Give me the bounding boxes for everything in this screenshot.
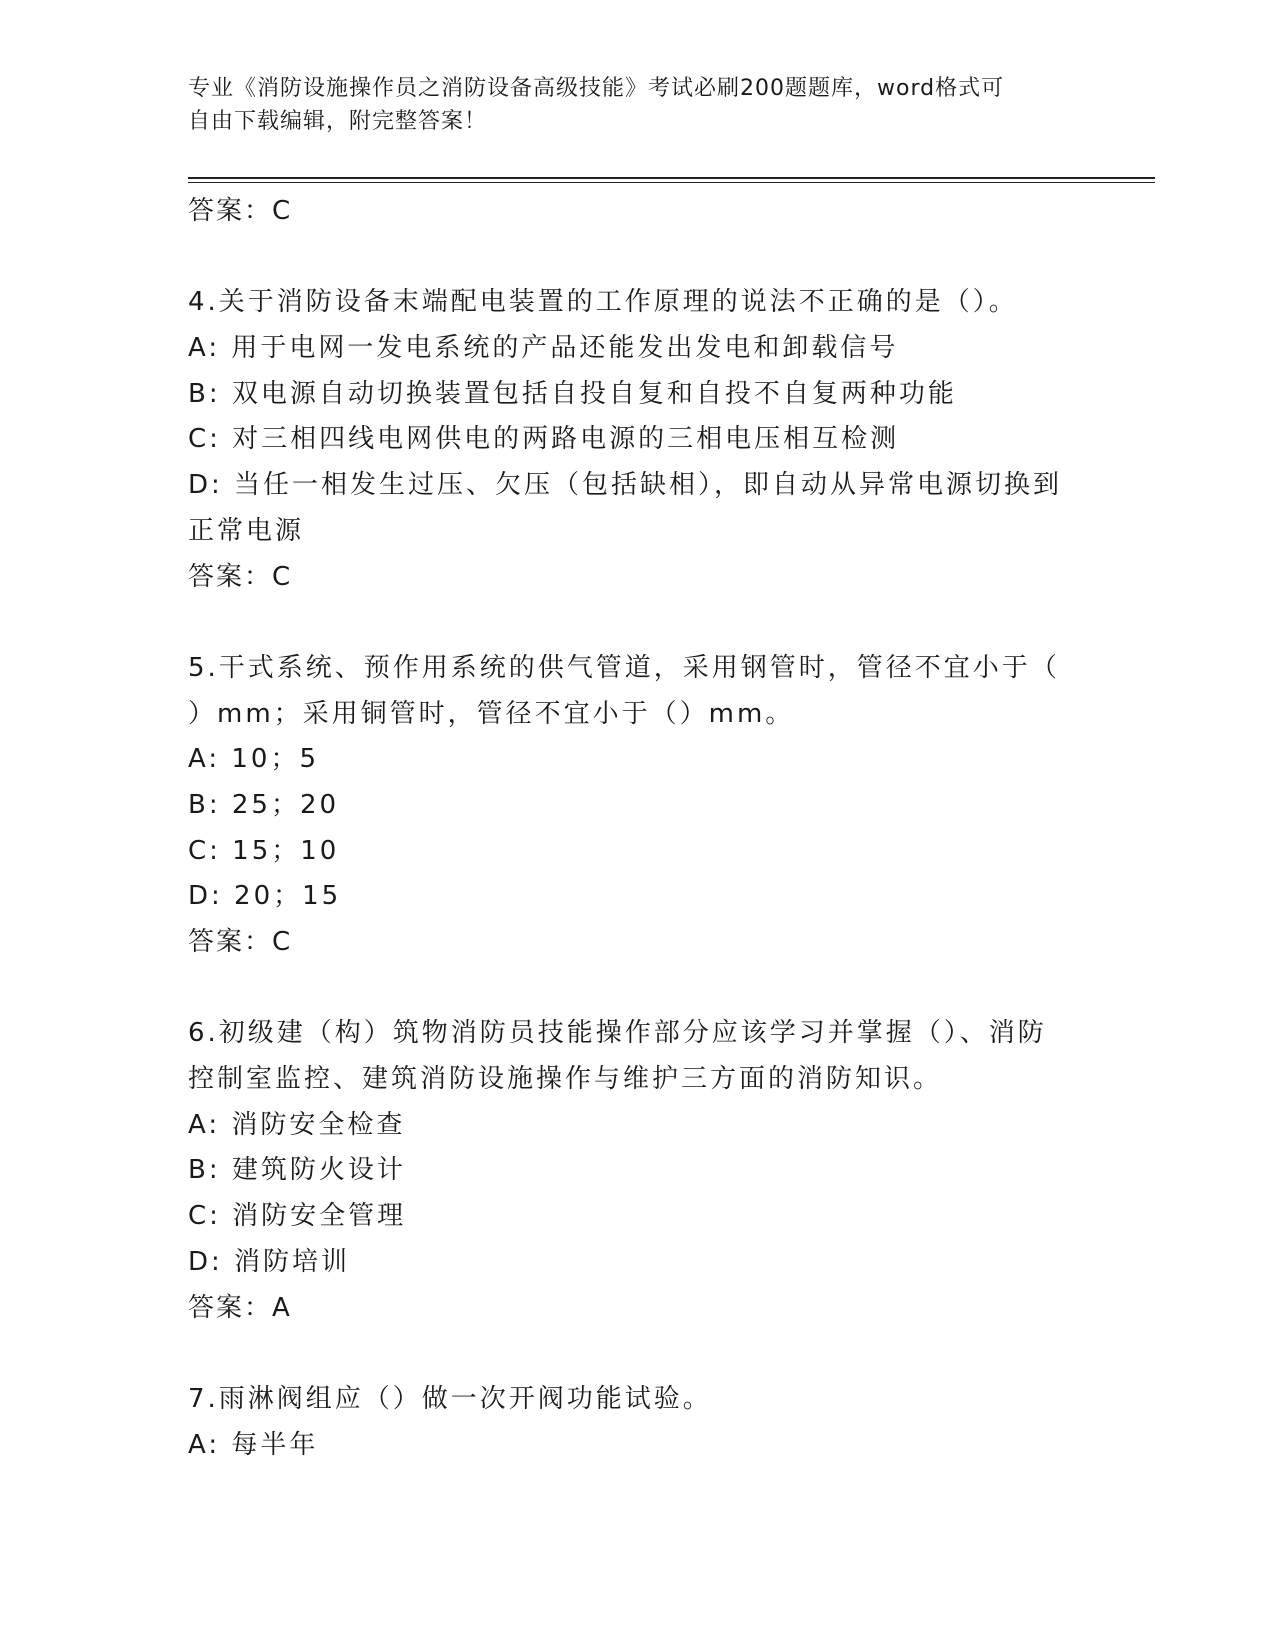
option-a: A: 每半年 bbox=[188, 1429, 319, 1460]
option-c: C: 对三相四线电网供电的两路电源的三相电压相互检测 bbox=[188, 424, 900, 455]
question-stem: 4.关于消防设备末端配电装置的工作原理的说法不正确的是（）。 bbox=[188, 287, 1018, 318]
header-divider-thick bbox=[188, 177, 1155, 179]
option-b: B: 双电源自动切换装置包括自投自复和自投不自复两种功能 bbox=[188, 378, 957, 409]
question-block bbox=[188, 646, 1088, 966]
option-a: A: 用于电网一发电系统的产品还能发出发电和卸载信号 bbox=[188, 333, 899, 364]
header-line-2: 自由下载编辑，附完整答案！ bbox=[188, 109, 488, 134]
question-block bbox=[188, 1011, 1088, 1331]
option-d: D: 消防培训 bbox=[188, 1246, 351, 1277]
question-stem-continuation: ）mm；采用铜管时，管径不宜小于（）mm。 bbox=[188, 698, 795, 729]
option-d: D: 当任一相发生过压、欠压（包括缺相），即自动从异常电源切换到 bbox=[188, 470, 1063, 501]
option-d-continuation: 正常电源 bbox=[188, 515, 305, 546]
option-b: B: 25；20 bbox=[188, 789, 340, 820]
answer-line: 答案：C bbox=[188, 927, 293, 957]
option-c: C: 消防安全管理 bbox=[188, 1201, 407, 1232]
option-a: A: 消防安全检查 bbox=[188, 1109, 406, 1140]
document-header bbox=[188, 72, 1068, 138]
question-list bbox=[188, 189, 1088, 1468]
answer-line: 答案：A bbox=[188, 1292, 292, 1323]
option-d: D: 20；15 bbox=[188, 881, 342, 912]
question-stem: 7.雨淋阀组应（）做一次开阀功能试验。 bbox=[188, 1383, 712, 1414]
spacer bbox=[188, 235, 1088, 281]
answer-line: 答案：C bbox=[188, 196, 293, 226]
spacer bbox=[188, 600, 1088, 646]
spacer bbox=[188, 1331, 1088, 1377]
option-c: C: 15；10 bbox=[188, 835, 340, 866]
question-stem: 6.初级建（构）筑物消防员技能操作部分应该学习并掌握（）、消防 bbox=[188, 1018, 1047, 1049]
answer-line: 答案：C bbox=[188, 561, 293, 592]
question-stem: 5.干式系统、预作用系统的供气管道，采用钢管时，管径不宜小于（ bbox=[188, 652, 1060, 683]
question-block bbox=[188, 280, 1088, 600]
option-a: A: 10；5 bbox=[188, 744, 319, 775]
question-stem-continuation: 控制室监控、建筑消防设施操作与维护三方面的消防知识。 bbox=[188, 1064, 943, 1095]
question-block bbox=[188, 1377, 1088, 1468]
option-b: B: 建筑防火设计 bbox=[188, 1155, 406, 1186]
spacer bbox=[188, 966, 1088, 1012]
header-line-1: 专业《消防设施操作员之消防设备高级技能》考试必刷200题题库，word格式可 bbox=[188, 76, 1005, 101]
header-divider-thin bbox=[188, 182, 1155, 183]
